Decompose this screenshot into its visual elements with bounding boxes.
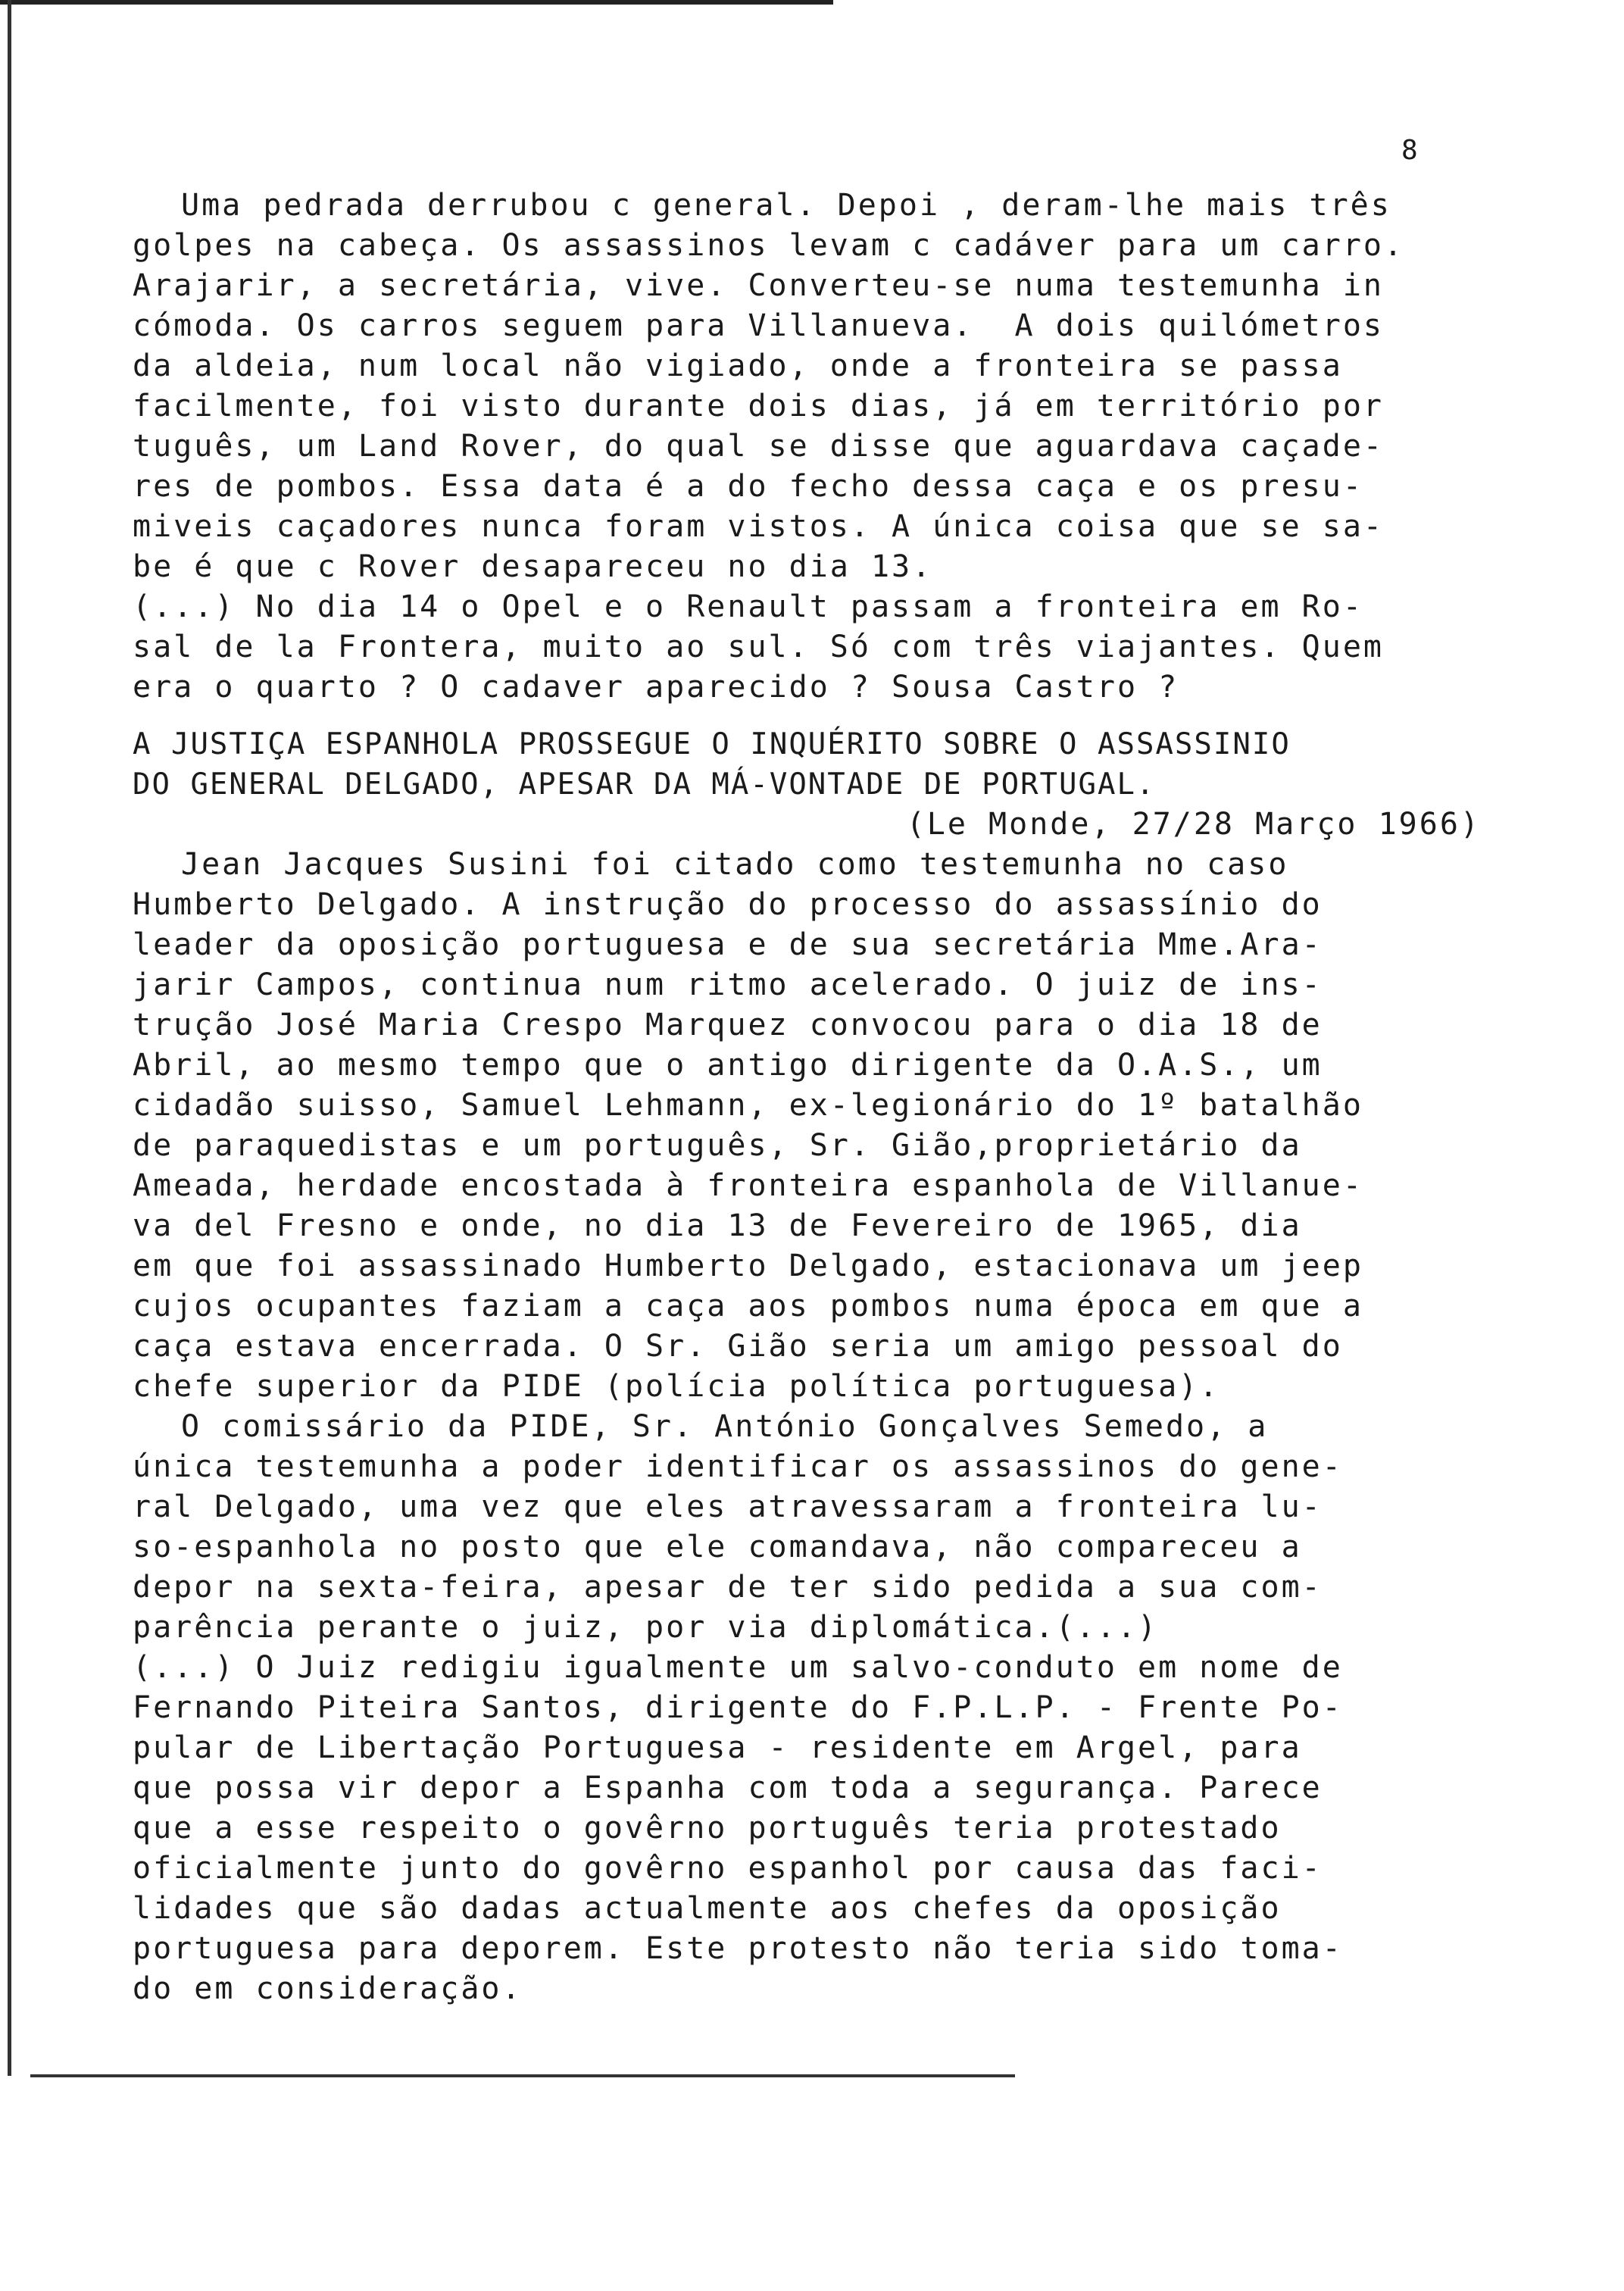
text-line: Uma pedrada derrubou c general. Depoi , deram-lhe mais três [181,188,1391,223]
text-line: Ameada, herdade encostada à fronteira espanhola de Villanue- [133,1168,1363,1203]
text-line: leader da oposição portuguesa e de sua secretária Mme.Ara- [133,927,1323,962]
text-line: em que foi assassinado Humberto Delgado, estacionava um jeep [133,1249,1363,1283]
article-source: (Le Monde, 27/28 Março 1966) [906,807,1481,842]
text-line: única testemunha a poder identificar os assassinos do gene- [133,1449,1343,1484]
text-line: Abril, ao mesmo tempo que o antigo dirigente da O.A.S., um [133,1048,1323,1083]
page-number: 8 [1401,135,1418,166]
text-line: Humberto Delgado. A instrução do processo do assassínio do [133,887,1323,922]
text-line: que possa vir depor a Espanha com toda a segurança. Parece [133,1771,1323,1805]
text-line: facilmente, foi visto durante dois dias, já em território por [133,389,1385,424]
paragraph-3 [133,1407,1488,2009]
text-line: jarir Campos, continua num ritmo acelerado. O juiz de ins- [133,967,1323,1002]
text-line: chefe superior da PIDE (polícia política portuguesa). [133,1369,1220,1404]
text-line: oficialmente junto do govêrno espanhol por causa das faci- [133,1851,1323,1886]
text-line: golpes na cabeça. Os assassinos levam c cadáver para um carro. [133,228,1405,263]
document-body [133,186,1488,2009]
text-line: cómoda. Os carros seguem para Villanueva. A dois quilómetros [133,308,1385,343]
text-line: parência perante o juiz, por via diplomática.(...) [133,1610,1159,1645]
text-line: (...) No dia 14 o Opel e o Renault passam a fronteira em Ro- [133,589,1363,624]
scan-border-bottom [30,2074,1015,2077]
text-line: depor na sexta-feira, apesar de ter sido pedida a sua com- [133,1570,1323,1605]
text-line: portuguesa para deporem. Este protesto não teria sido toma- [133,1931,1343,1966]
text-line: be é que c Rover desapareceu no dia 13. [133,549,933,584]
text-line: cujos ocupantes faziam a caça aos pombos numa época em que a [133,1289,1363,1324]
paragraph-2 [133,845,1488,1407]
text-line: caça estava encerrada. O Sr. Gião seria um amigo pessoal do [133,1329,1343,1364]
text-line: va del Fresno e onde, no dia 13 de Fevereiro de 1965, dia [133,1208,1302,1243]
heading-line: A JUSTIÇA ESPANHOLA PROSSEGUE O INQUÉRITO SOBRE O ASSASSINIO [133,727,1291,761]
text-line: cidadão suisso, Samuel Lehmann, ex-legionário do 1º batalhão [133,1088,1363,1123]
text-line: lidades que são dadas actualmente aos chefes da oposição [133,1891,1282,1926]
text-line: da aldeia, num local não vigiado, onde a fronteira se passa [133,348,1343,383]
text-line: ral Delgado, uma vez que eles atravessaram a fronteira lu- [133,1489,1323,1524]
scan-border-left [8,0,11,2076]
text-line: pular de Libertação Portuguesa - residente em Argel, para [133,1730,1302,1765]
heading-line: DO GENERAL DELGADO, APESAR DA MÁ-VONTADE DE PORTUGAL. [133,767,1156,802]
text-line: que a esse respeito o govêrno português teria protestado [133,1811,1282,1846]
text-line: Jean Jacques Susini foi citado como testemunha no caso [181,847,1289,882]
text-line: do em consideração. [133,1971,523,2006]
text-line: miveis caçadores nunca foram vistos. A única coisa que se sa- [133,509,1385,544]
article-heading [133,724,1488,805]
text-line: trução José Maria Crespo Marquez convocou para o dia 18 de [133,1008,1323,1042]
text-line: era o quarto ? O cadaver aparecido ? Sousa Castro ? [133,670,1179,705]
paragraph-1 [133,186,1488,708]
text-line: res de pombos. Essa data é a do fecho dessa caça e os presu- [133,469,1363,504]
text-line: de paraquedistas e um português, Sr. Gião,proprietário da [133,1128,1302,1163]
text-line: so-espanhola no posto que ele comandava, não compareceu a [133,1530,1302,1564]
text-line: sal de la Frontera, muito ao sul. Só com três viajantes. Quem [133,630,1385,664]
text-line: Fernando Piteira Santos, dirigente do F.P.L.P. - Frente Po- [133,1690,1343,1725]
text-line: Arajarir, a secretária, vive. Converteu-se numa testemunha in [133,268,1385,303]
scan-border-top [0,0,833,5]
text-line: tuguês, um Land Rover, do qual se disse que aguardava caçade- [133,429,1385,464]
text-line: O comissário da PIDE, Sr. António Gonçalves Semedo, a [181,1409,1269,1444]
text-line: (...) O Juiz redigiu igualmente um salvo-conduto em nome de [133,1650,1343,1685]
